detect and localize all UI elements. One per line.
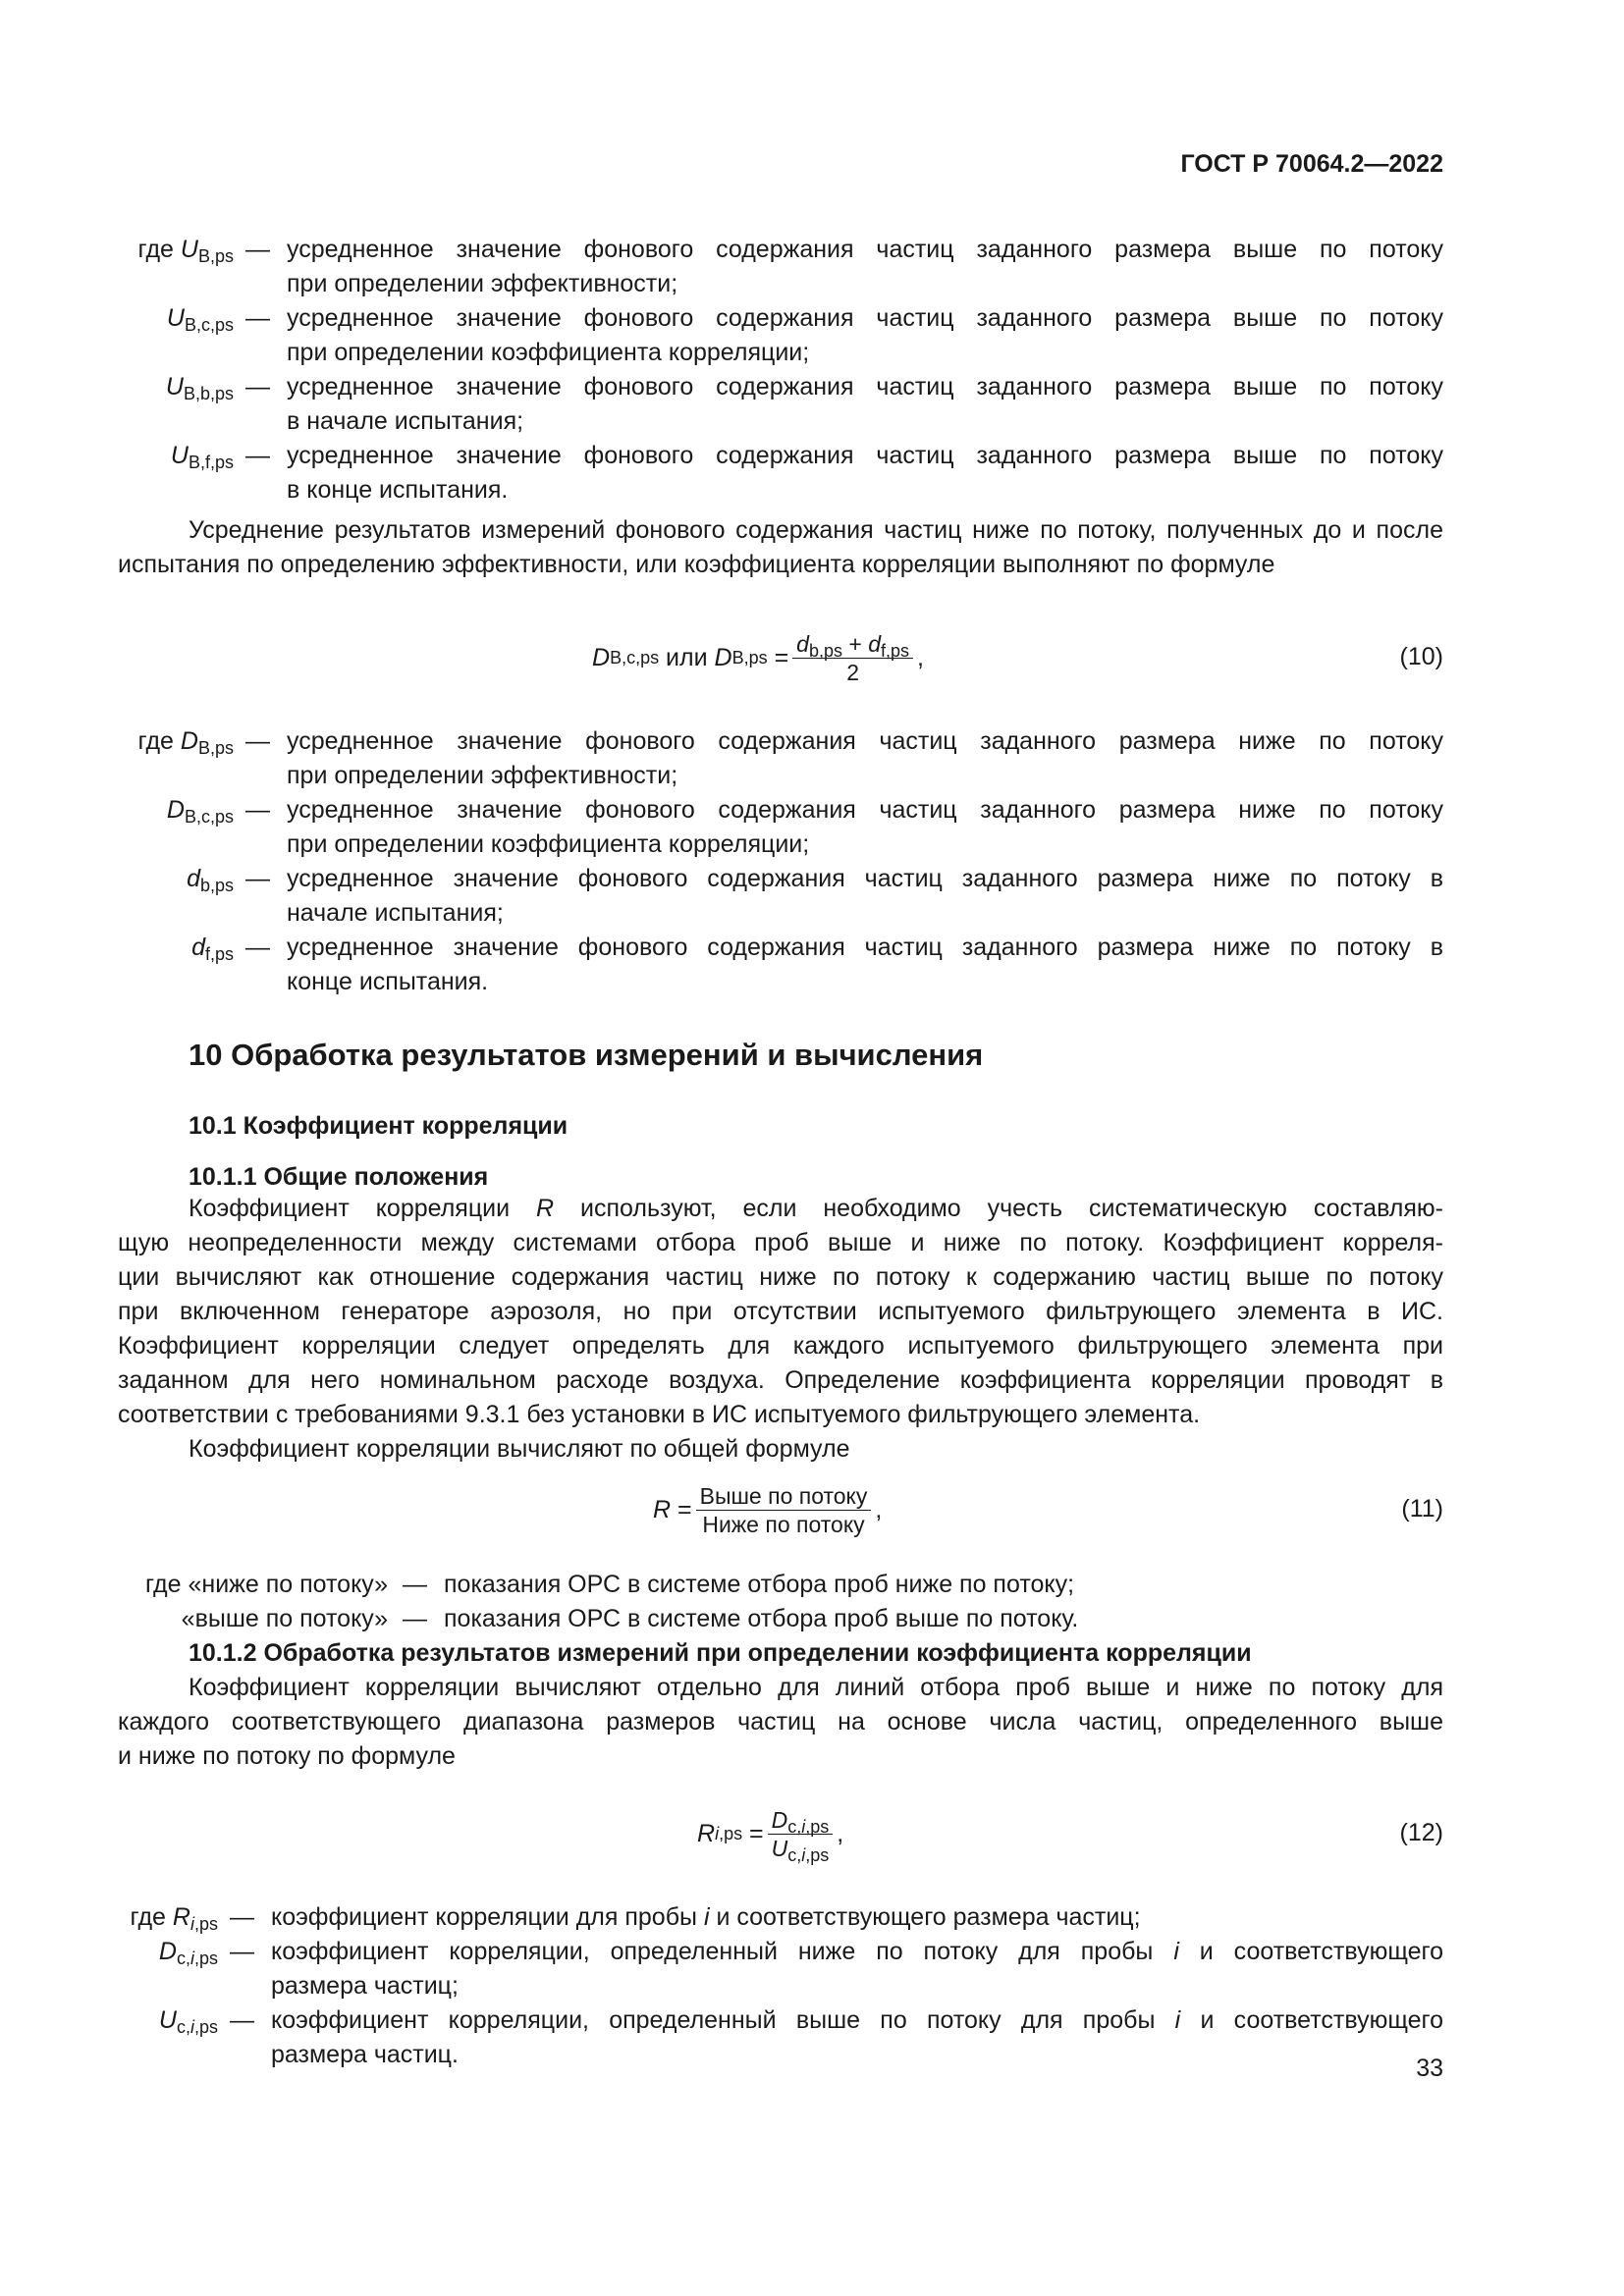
formula-number: (11) (1401, 1495, 1443, 1522)
text-line: ции вычисляют как отношение содержания частиц ниже по потоку к содержанию частиц выше по потоку (118, 1263, 1443, 1291)
em-dash: — (245, 236, 270, 263)
fraction (696, 1482, 872, 1538)
paragraph-general (118, 1192, 1443, 1432)
where-description: усредненное значение фонового содержания частиц заданного размера выше по потоку в начале испытания; (287, 373, 1443, 435)
text-line: Коэффициент корреляции следует определять для каждого испытуемого фильтрующего элемента при (118, 1332, 1443, 1360)
denominator: 2 (846, 659, 859, 685)
where-block-upstream (118, 233, 1443, 507)
where-description: усредненное значение фонового содержания частиц заданного размера ниже по потоку при определении коэффициента корреляции; (287, 796, 1443, 858)
where-row (118, 370, 1443, 439)
em-dash: — (245, 373, 270, 400)
where-row (118, 1900, 1443, 1935)
where-term: где $U_{B,ps}$ (137, 236, 234, 266)
where-term: где «ниже по потоку» (145, 1571, 388, 1598)
where-description: показания ОРС в системе отбора проб ниже по потоку; (444, 1571, 1075, 1598)
where-description: коэффициент корреляции, определенный выше по потоку для пробы i и соответствующего размера частиц. (271, 2006, 1443, 2068)
em-dash: — (230, 1903, 254, 1931)
where-block-correlation (118, 1568, 1443, 1636)
em-dash: — (245, 865, 270, 892)
section-10-heading: 10 Обработка результатов измерений и вычисления (189, 1038, 984, 1072)
fraction (768, 1806, 834, 1865)
where-term: где $R_{i,ps}$ (130, 1903, 218, 1934)
em-dash: — (245, 442, 270, 469)
em-dash: — (403, 1571, 427, 1598)
text-line: и ниже по потоку по формуле (118, 1742, 456, 1770)
where-row (118, 724, 1443, 793)
em-dash: — (230, 2006, 254, 2034)
paragraph-averaging: Усреднение результатов измерений фонового содержания частиц ниже по потоку, полученных до и после испытания по определению эффективности, или коэффициента корреляции выполняют по формуле (118, 516, 1443, 578)
where-block-downstream (118, 724, 1443, 999)
section-10-1-2-heading: 10.1.2 Обработка результатов измерений при определении коэффициента корреляции (189, 1639, 1252, 1667)
page-number: 33 (1416, 2055, 1443, 2082)
where-description: усредненное значение фонового содержания частиц заданного размера выше по потоку при определении коэффициента корреляции; (287, 304, 1443, 366)
em-dash: — (230, 1938, 254, 1965)
where-row (118, 233, 1443, 301)
where-term: $U_{B,c,ps}$ (166, 304, 234, 335)
text-line: щую неопределенности между системами отбора проб выше и ниже по потоку. Коэффициент корреля- (118, 1229, 1443, 1256)
where-description: коэффициент корреляции, определенный ниже по потоку для пробы i и соответствующего размера частиц; (271, 1938, 1443, 2000)
em-dash: — (245, 796, 270, 824)
where-row (118, 1568, 1443, 1602)
where-description: усредненное значение фонового содержания частиц заданного размера выше по потоку в конце испытания. (287, 442, 1443, 504)
where-term: $U_{c,i,ps}$ (158, 2006, 218, 2037)
numerator: $d_{b,ps} + d_{f,ps}$ (792, 630, 913, 659)
where-term: $D_{c,i,ps}$ (158, 1938, 218, 1968)
where-description: коэффициент корреляции для пробы i и соответствующего размера частиц; (271, 1903, 1141, 1931)
where-row (118, 301, 1443, 370)
where-row (118, 931, 1443, 999)
paragraph-separate (118, 1671, 1443, 1774)
em-dash: — (403, 1605, 427, 1632)
formula-body: D B,c,ps или D B,ps = $\frac{d_{b,ps} + d_{f,ps}}{2}$ , (592, 630, 924, 685)
where-term: где $D_{B,ps}$ (137, 727, 234, 758)
where-description: усредненное значение фонового содержания частиц заданного размера ниже по потоку в начале испытания; (287, 865, 1443, 927)
section-10-1-1-heading: 10.1.1 Общие положения (189, 1163, 489, 1191)
where-description: усредненное значение фонового содержания частиц заданного размера ниже по потоку при определении эффективности; (287, 727, 1443, 789)
formula-body: R i,ps = $\frac{D_{c,i,ps}}{U_{c,i,ps}}$ , (697, 1806, 844, 1865)
where-description: усредненное значение фонового содержания частиц заданного размера ниже по потоку в конце испытания. (287, 934, 1443, 995)
where-description: усредненное значение фонового содержания частиц заданного размера выше по потоку при определении эффективности; (287, 236, 1443, 297)
denominator: Ниже по потоку (702, 1511, 865, 1537)
document-header: ГОСТ Р 70064.2—2022 (1180, 150, 1443, 178)
where-row (118, 1602, 1443, 1636)
text-line: каждого соответствующего диапазона размеров частиц на основе числа частиц, определенного выше (118, 1708, 1443, 1735)
denominator: $U_{c,i,ps}$ (771, 1835, 830, 1865)
em-dash: — (245, 304, 270, 332)
where-term: $U_{B,f,ps}$ (170, 442, 234, 472)
where-row (118, 862, 1443, 931)
where-row (118, 1935, 1443, 2003)
em-dash: — (245, 934, 270, 961)
where-term: «выше по потоку» (181, 1605, 388, 1632)
where-row (118, 793, 1443, 862)
formula-12 (118, 1804, 1443, 1863)
text-line: Коэффициент корреляции R используют, если необходимо учесть систематическую составляю- (189, 1195, 1443, 1222)
fraction (792, 630, 913, 686)
where-row (118, 439, 1443, 507)
numerator: $D_{c,i,ps}$ (768, 1806, 834, 1835)
formula-10 (118, 628, 1443, 687)
formula-number: (10) (1399, 643, 1443, 670)
text-line: заданном для него номинальном расходе воздуха. Определение коэффициента корреляции проводят в (118, 1366, 1443, 1394)
formula-body: R = $\frac{\text{Выше по потоку}}{\text{Ниже по потоку}}$ , (653, 1482, 883, 1537)
formula-number: (12) (1399, 1819, 1443, 1846)
text-line: соответствии с требованиями 9.3.1 без установки в ИС испытуемого фильтрующего элемента. (118, 1401, 1201, 1428)
where-block-ri (118, 1900, 1443, 2072)
formula-11 (118, 1480, 1443, 1539)
where-row (118, 2003, 1443, 2072)
paragraph-formula-intro: Коэффициент корреляции вычисляют по общей формуле (189, 1435, 850, 1463)
where-term: $d_{b,ps}$ (187, 865, 234, 895)
where-term: $D_{B,c,ps}$ (166, 796, 234, 827)
where-description: показания ОРС в системе отбора проб выше по потоку. (444, 1605, 1079, 1632)
section-10-1-heading: 10.1 Коэффициент корреляции (189, 1112, 568, 1140)
text-line: Коэффициент корреляции вычисляют отдельно для линий отбора проб выше и ниже по потоку для (189, 1674, 1443, 1701)
em-dash: — (245, 727, 270, 755)
text-line: при включенном генераторе аэрозоля, но при отсутствии испытуемого фильтрующего элемента в ИС. (118, 1298, 1443, 1325)
where-term: $d_{f,ps}$ (191, 934, 234, 964)
numerator: Выше по потоку (696, 1482, 872, 1511)
where-term: $U_{B,b,ps}$ (165, 373, 234, 403)
